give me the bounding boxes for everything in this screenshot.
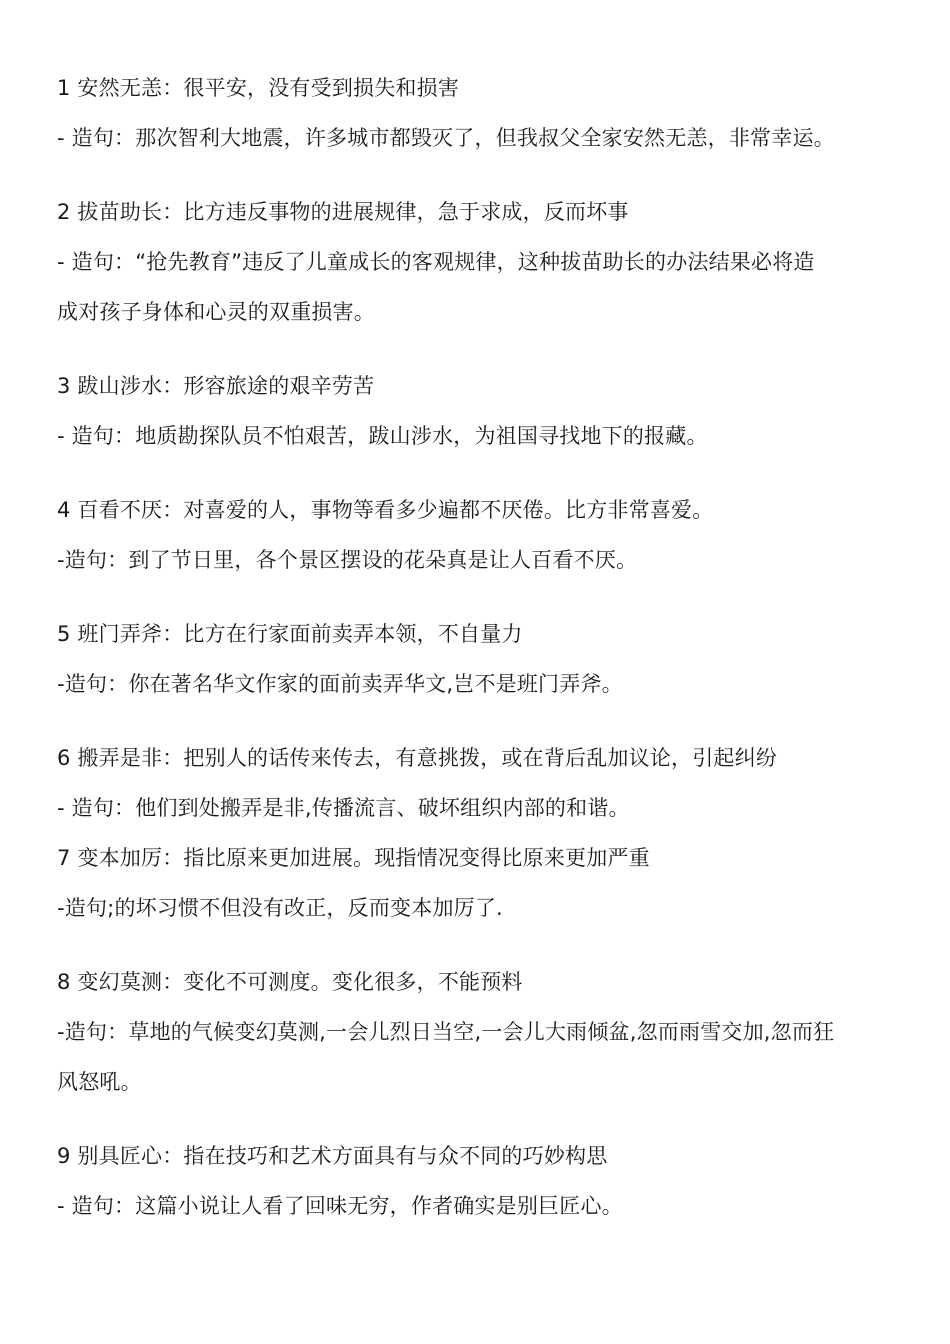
example-sentence-8: -造句：草地的气候变幻莫测,一会儿烈日当空,一会儿大雨倾盆,忽而雨雪交加,忽而狂 xyxy=(57,1020,835,1044)
example-sentence-4: -造句：到了节日里，各个景区摆设的花朵真是让人百看不厌。 xyxy=(57,548,638,572)
idiom-heading-3: 3 跋山涉水：形容旅途的艰辛劳苦 xyxy=(57,374,375,398)
example-sentence-1: - 造句：那次智利大地震，许多城市都毁灭了，但我叔父全家安然无恙，非常幸运。 xyxy=(57,126,835,150)
idiom-heading-8: 8 变幻莫测：变化不可测度。变化很多，不能预料 xyxy=(57,970,523,994)
idiom-heading-6: 6 搬弄是非：把别人的话传来传去，有意挑拨，或在背后乱加议论，引起纠纷 xyxy=(57,746,778,770)
example-sentence-3: - 造句：地质勘探队员不怕艰苦，跋山涉水，为祖国寻找地下的报藏。 xyxy=(57,424,708,448)
idiom-heading-4: 4 百看不厌：对喜爱的人，事物等看多少遍都不厌倦。比方非常喜爱。 xyxy=(57,498,714,522)
idiom-heading-1: 1 安然无恙：很平安，没有受到损失和损害 xyxy=(57,76,460,100)
example-sentence-2: - 造句：“抢先教育”违反了儿童成长的客观规律，这种拔苗助长的办法结果必将造 xyxy=(57,250,815,274)
example-sentence-7: -造句;的坏习惯不但没有改正，反而变本加厉了. xyxy=(57,896,503,920)
example-sentence-2-continued: 成对孩子身体和心灵的双重损害。 xyxy=(57,300,375,324)
idiom-heading-9: 9 别具匠心：指在技巧和艺术方面具有与众不同的巧妙构思 xyxy=(57,1144,608,1168)
example-sentence-6: - 造句：他们到处搬弄是非,传播流言、破坏组织内部的和谐。 xyxy=(57,796,630,820)
idiom-heading-7: 7 变本加厉：指比原来更加进展。现指情况变得比原来更加严重 xyxy=(57,846,650,870)
example-sentence-8-continued: 风怒吼。 xyxy=(57,1070,142,1094)
idiom-heading-5: 5 班门弄斧：比方在行家面前卖弄本领，不自量力 xyxy=(57,622,523,646)
idiom-heading-2: 2 拔苗助长：比方违反事物的进展规律，急于求成，反而坏事 xyxy=(57,200,629,224)
example-sentence-5: -造句：你在著名华文作家的面前卖弄华文,岂不是班门弄斧。 xyxy=(57,672,623,696)
example-sentence-9: - 造句：这篇小说让人看了回味无穷，作者确实是别巨匠心。 xyxy=(57,1194,623,1218)
